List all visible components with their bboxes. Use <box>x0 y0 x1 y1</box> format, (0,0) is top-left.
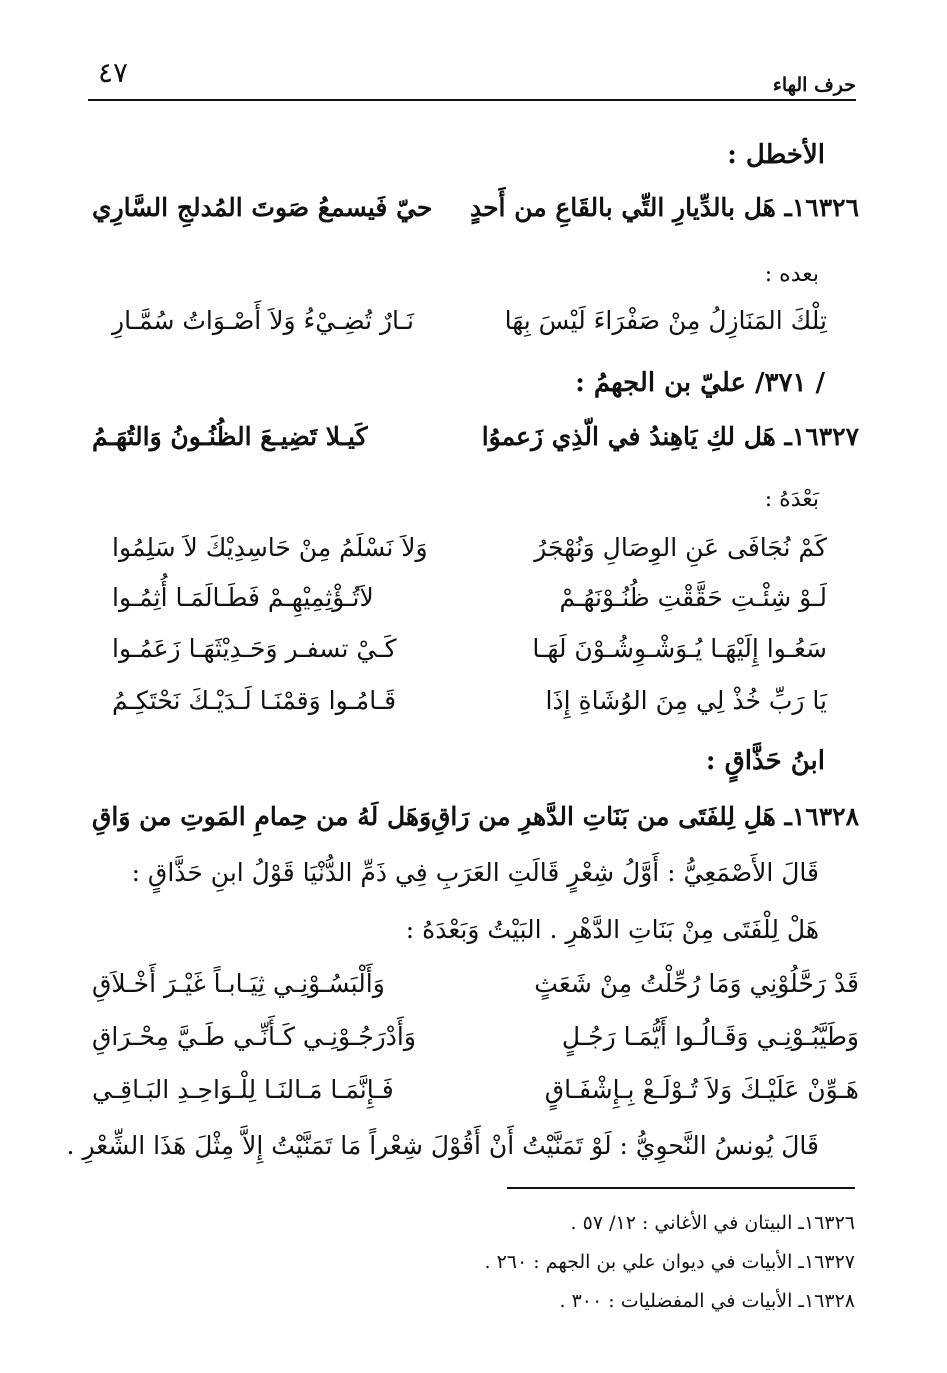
prose-paragraph: قَالَ يُونسُ النَّحوِيُّ : لَوْ تَمَنَّيْتُ أَنْ أَقُوْلَ شِعْراً مَا تَمَنَّيْتُ إِلاَّ مِثْلَ هَذَا الشِّعْرِ . <box>66 1131 819 1160</box>
footnote-rule <box>507 1187 855 1189</box>
second-hemistich: فَـإِنَّمَـا مَـالنَـا لِلْـوَاحِـدِ البَـاقِـي <box>92 1075 394 1104</box>
first-hemistich: ١٦٣٢٨ـ هَلِ لِلفَتَى من بَنَاتِ الدَّهرِ من رَاقِ <box>430 802 859 831</box>
verse-line <box>92 583 859 623</box>
verse-16327 <box>92 422 859 462</box>
poet-name: / ٣٧١/ عليّ بن الجهمُ : <box>575 368 825 398</box>
second-hemistich: وَهَل لَهُ من حِمامِ المَوتِ من وَاقِ <box>92 802 432 831</box>
footnote: ١٦٣٢٨ـ الأبيات في المفضليات : ٣٠٠ . <box>559 1290 855 1312</box>
second-hemistich: وَلاَ نَسْلَمُ مِنْ حَاسِدِيْكَ لاَ سَلِمُوا <box>112 533 428 562</box>
footnote: ١٦٣٢٦ـ البيتان في الأغاني : ١٢/ ٥٧ . <box>570 1212 855 1234</box>
verse-line <box>92 1075 859 1115</box>
second-hemistich: كَيـلا تَضِيـعَ الظُنُـونُ وَالتُهَـمُ <box>92 422 368 451</box>
prose-paragraph: هَلْ لِلْفَتَى مِنْ بَنَاتِ الدَّهْرِ . البَيْتُ وَبَعْدَهُ : <box>405 915 819 944</box>
first-hemistich: قَدْ رَحَّلُوْنِي وَمَا رُحِّلْتُ مِنْ شَعَثٍ <box>534 969 859 998</box>
second-hemistich: حيّ فَيسمعُ صَوتَ المُدلجِ السَّارِي <box>92 193 433 222</box>
after-label: بَعْدَهُ : <box>764 487 819 512</box>
first-hemistich: وَطَيَّبُـوْنِـي وَقَـالُـوا أَيُّمَـا رَجُـلٍ <box>561 1022 859 1051</box>
verse-line <box>92 533 859 573</box>
verse-line <box>92 634 859 674</box>
first-hemistich: لَـوْ شِئْـتِ حَقَّقْتِ ظُنُـوْنَهُـمْ <box>559 583 827 612</box>
page-header <box>88 52 856 102</box>
first-hemistich: سَعُـوا إِلَيْهَـا يُـوَشْـوِشُـوْنَ لَهَـا <box>532 634 827 663</box>
second-hemistich: كَـيْ تسفـر وَحَـدِيْثَهَـا زَعَمُـوا <box>112 634 397 663</box>
poet-name: الأخطل : <box>727 140 825 170</box>
verse-line <box>92 969 859 1009</box>
second-hemistich: لاَتُـؤْثِمِيْهِـمْ فَطَـالَمَـا أُثِمُـوا <box>112 583 374 612</box>
after-label: بعده : <box>764 262 819 287</box>
poet-name: ابنُ حَذَّاقٍ : <box>705 746 825 776</box>
first-hemistich: يَا رَبِّ خُذْ لِي مِنَ الوُشَاةِ إِذَا <box>545 686 827 715</box>
first-hemistich: تِلْكَ المَنَازِلُ مِنْ صَفْرَاءَ لَيْسَ بِهَا <box>504 306 827 335</box>
running-head: حرف الهاء <box>772 74 856 96</box>
footnote: ١٦٣٢٧ـ الأبيات في ديوان علي بن الجهم : ٢٦٠ . <box>484 1251 855 1273</box>
prose-paragraph: قَالَ الأَصْمَعِيُّ : أَوَّلُ شِعْرٍ قَالَتِ العَرَبِ فِي ذَمِّ الدُّنْيَا قَوْلُ ابنِ حَذَّاقٍ : <box>131 858 819 887</box>
page-number: ٤٧ <box>98 56 129 89</box>
verse-16326 <box>92 193 859 233</box>
second-hemistich: وَأَدْرَجُـوْنِـي كَـأَنِّـي طَـيَّ مِحْـرَاقِ <box>92 1022 416 1051</box>
first-hemistich: كَمْ نُجَافَى عَنِ الوِصَالِ وَنُهْجَرُ <box>534 533 827 562</box>
header-rule <box>88 99 856 101</box>
verse-line <box>92 306 859 346</box>
second-hemistich: قَـامُـوا وَقمْنَـا لَـدَيْـكَ نَحْتَكِـمُ <box>112 686 397 715</box>
first-hemistich: ١٦٣٢٦ـ هَل بالدِّيارِ التِّي بالقَاعِ من أَحدٍ <box>469 193 859 222</box>
verse-line <box>92 1022 859 1062</box>
first-hemistich: ١٦٣٢٧ـ هَل لكِ يَاهِندُ في الّذِي زَعموُا <box>481 422 859 451</box>
second-hemistich: نَـارٌ تُضِـيْءُ وَلاَ أَصْـوَاتُ سُمَّـارِ <box>112 306 414 335</box>
verse-line <box>92 686 859 726</box>
verse-16328 <box>92 802 859 842</box>
second-hemistich: وَأَلْبَسُـوْنِـي ثِيَـابـاً غَيْـرَ أَخْـلاَقِ <box>92 969 385 998</box>
first-hemistich: هَـوِّنْ عَلَيْـكَ وَلاَ تُـوْلَـعْ بِـإِشْفَـاقٍ <box>544 1075 859 1104</box>
